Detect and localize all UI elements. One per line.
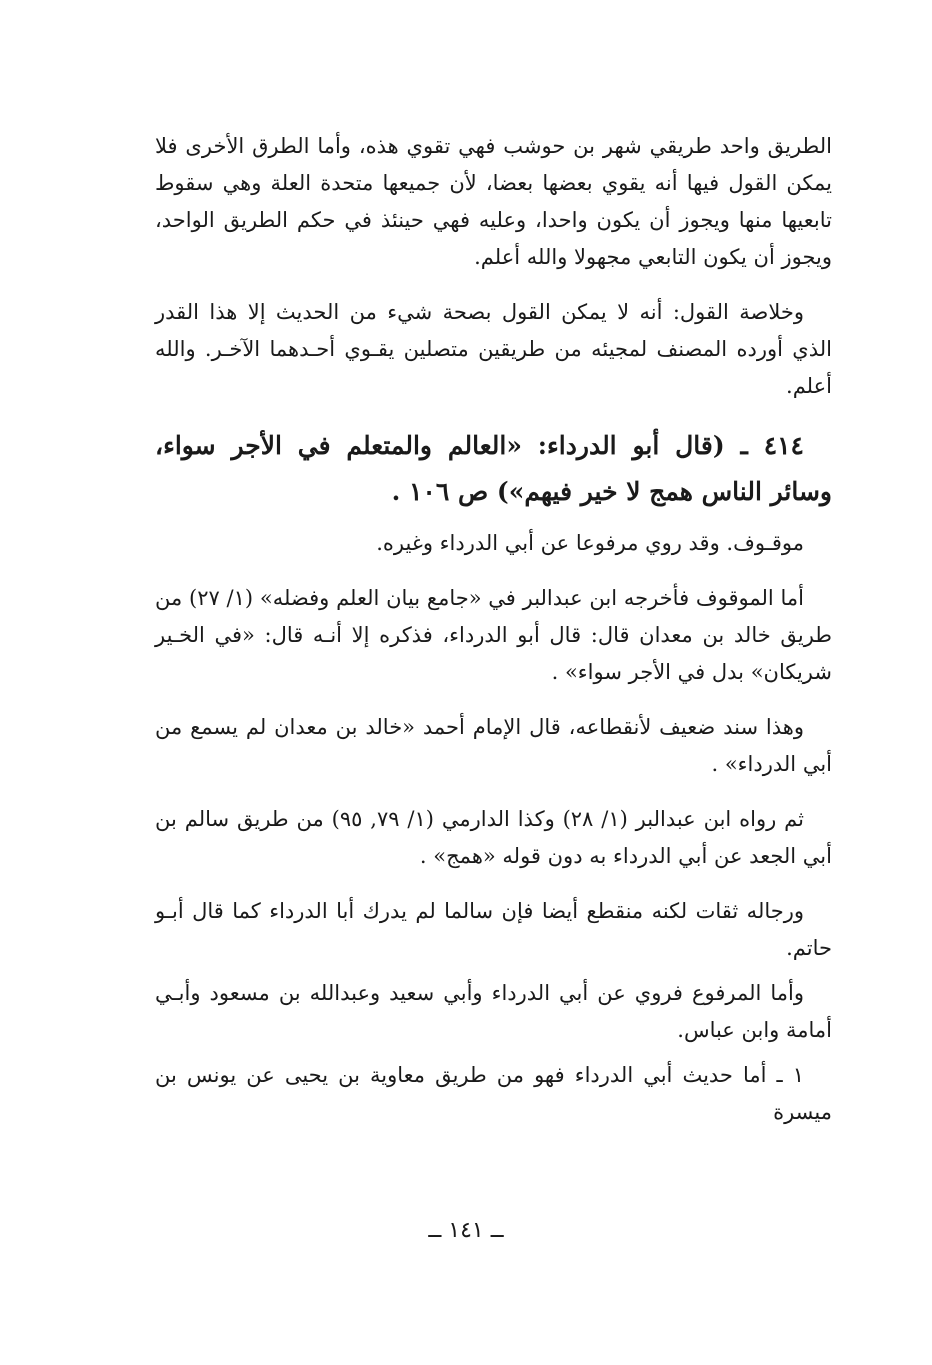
paragraph-1: الطريق واحد طريقي شهر بن حوشب فهي تقوي هذه، وأما الطرق الأخرى فلا يمكن القول فيها أنه يقوي بعضها بعضا، لأن جميعها متحدة العلة وهي سقوط تابعيها منها ويجوز أن يكون واحدا، وعليه فهي حينئذ في حكم الطريق الواحد، ويجوز أن يكون التابعي مجهولا والله أعلم. <box>155 134 832 269</box>
paragraph-weak-chain: وهذا سند ضعيف لأنقطاعه، قال الإمام أحمد «خالد بن معدان لم يسمع من أبي الدرداء» . <box>155 715 832 776</box>
paragraph-marfu: وأما المرفوع فروي عن أبي الدرداء وأبي سعيد وعبدالله بن مسعود وأبـي أمامة وابن عباس. <box>155 981 832 1042</box>
paragraph-item-1: ١ ـ أما حديث أبي الدرداء فهو من طريق معاوية بن يحيى عن يونس بن ميسرة <box>155 1063 832 1124</box>
paragraph-narrators: ورجاله ثقات لكنه منقطع أيضا فإن سالما لم يدرك أبا الدرداء كما قال أبـو حاتم. <box>155 899 832 960</box>
paragraph-mawquf: موقـوف. وقد روي مرفوعا عن أبي الدرداء وغيره. <box>376 531 804 555</box>
page-number: ــ ١٤١ ــ <box>428 1218 504 1243</box>
page-body <box>155 128 832 1139</box>
hadith-heading-414: ٤١٤ ـ (قال أبو الدرداء: «العالم والمتعلم في الأجر سواء، وسائر الناس همج لا خير فيهم») ص ١٠٦ . <box>155 431 832 506</box>
paragraph-darimi: ثم رواه ابن عبدالبر (١/ ٢٨) وكذا الدارمي (١/ ٧٩, ٩٥) من طريق سالم بن أبي الجعد عن أبي الدرداء به دون قوله «همج» . <box>155 807 832 868</box>
paragraph-2: وخلاصة القول: أنه لا يمكن القول بصحة شيء من الحديث إلا هذا القدر الذي أورده المصنف لمجيئه من طريقين متصلين يقـوي أحـدهما الآخـر. والله أعلم. <box>155 300 832 398</box>
paragraph-mawquf-source: أما الموقوف فأخرجه ابن عبدالبر في «جامع بيان العلم وفضله» (١/ ٢٧) من طريق خالد بن معدان قال: قال أبو الدرداء، فذكره إلا أنـه قال: «في الخـير شريكان» بدل في الأجر سواء» . <box>155 586 832 684</box>
